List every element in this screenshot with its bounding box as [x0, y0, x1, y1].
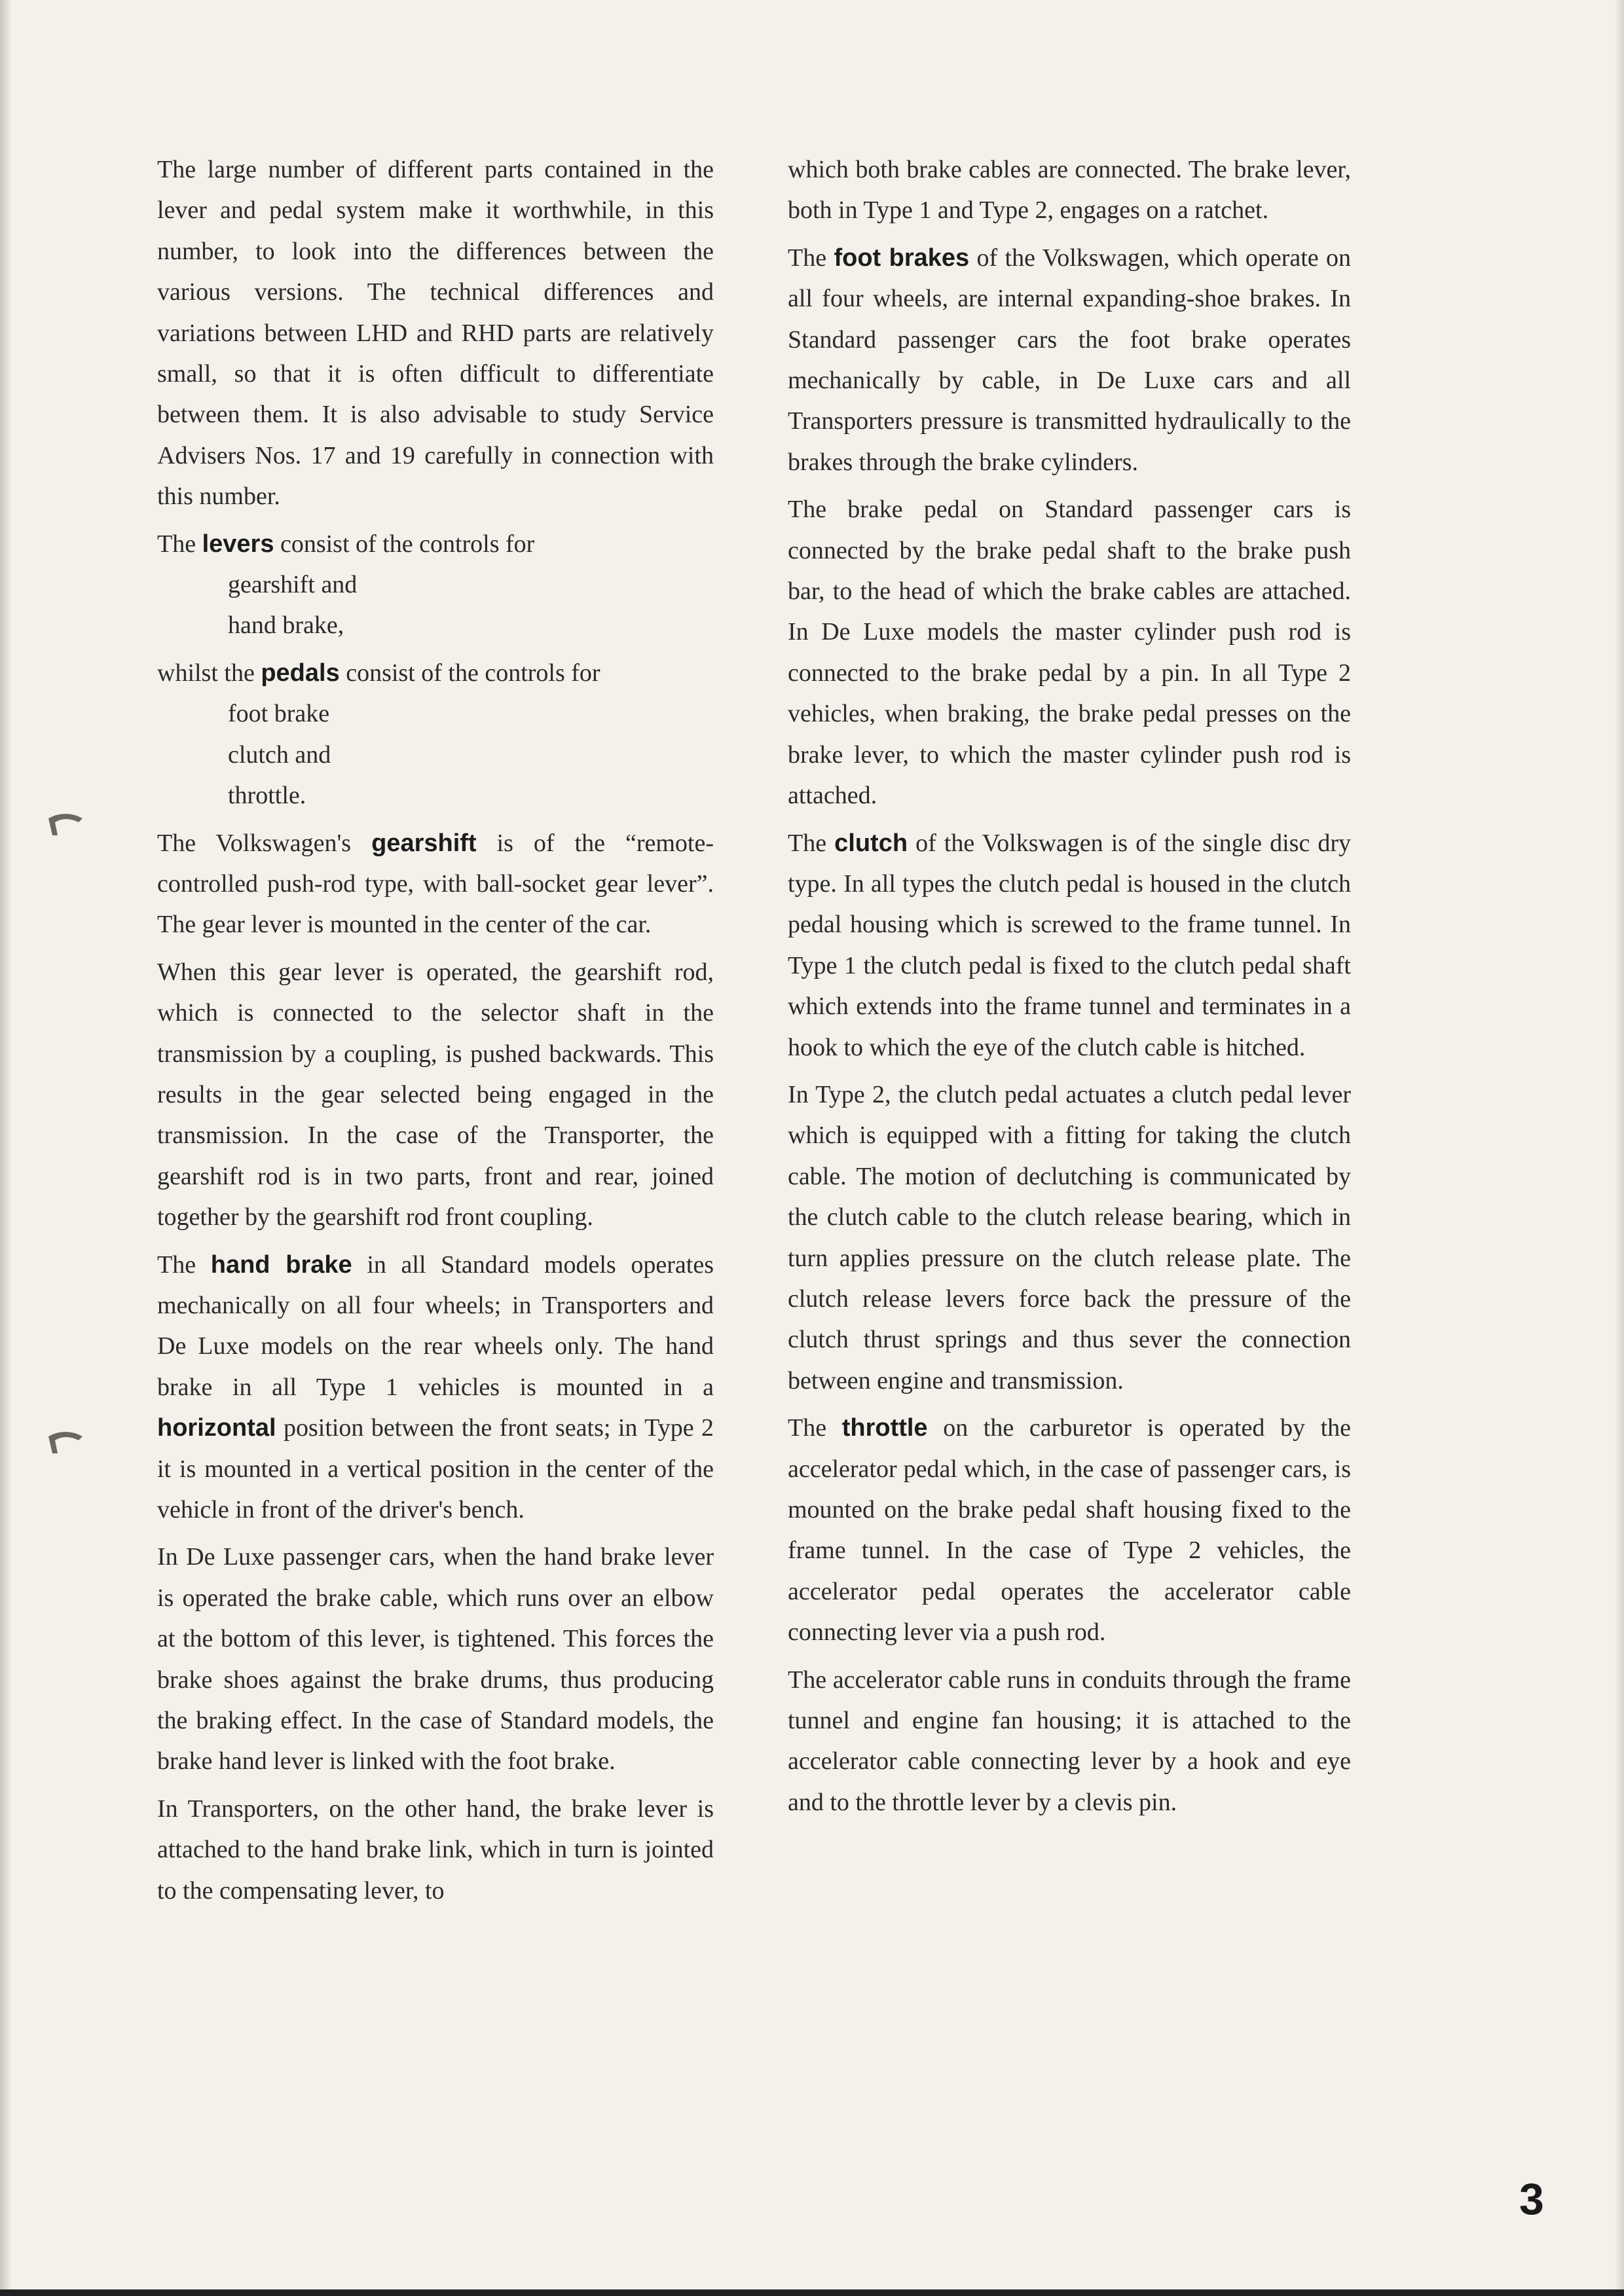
paragraph-foot-brakes — [788, 238, 1351, 483]
levers-list — [157, 564, 714, 646]
paragraph-hand-brake — [157, 1245, 714, 1531]
text: of the Volkswagen, which operate on all four wheels, are internal expanding-shoe brakes. In Standard passenger cars the foot brake operates mechanically by cable, in De Luxe cars and all Transporters pressure is transmitted hydraulically to the brakes through the brake cylinders. — [788, 244, 1352, 476]
term-levers: levers — [202, 530, 274, 558]
text: whilst the — [157, 659, 261, 687]
text: The Volkswagen's — [157, 829, 372, 857]
text: The — [788, 1414, 842, 1442]
text: consist of the controls for — [274, 530, 535, 558]
page-edge-right — [1615, 0, 1624, 2296]
right-text-column — [788, 149, 1351, 1829]
paragraph-transporters-brake: In Transporters, on the other hand, the brake lever is attached to the hand brake link, which in turn is jointed to the compensating lever, to — [157, 1795, 714, 1904]
list-item: foot brake — [228, 700, 330, 728]
paragraph-gear-lever-operation: When this gear lever is operated, the gearshift rod, which is connected to the selector shaft in the transmission by a coupling, is pushed backwards. This results in the gear selected being engaged in the transmission. In the case of the Transporter, the gearshift rod is in two parts, front and rear, joined together by the gearshift rod front coupling. — [157, 958, 714, 1231]
paragraph-clutch — [788, 823, 1351, 1068]
paragraph-de-luxe-hand-brake: In De Luxe passenger cars, when the hand brake lever is operated the brake cable, which runs over an elbow at the bottom of this lever, is tightened. This forces the brake shoes against the brake drums, thus producing the braking effect. In the case of Standard models, the brake hand lever is linked with the foot brake. — [157, 1543, 714, 1776]
text: The — [788, 244, 834, 272]
term-hand-brake: hand brake — [210, 1250, 352, 1279]
term-gearshift: gearshift — [371, 829, 477, 857]
paragraph-brake-cables: which both brake cables are connected. The brake lever, both in Type 1 and Type 2, engages on a ratchet. — [788, 156, 1351, 225]
term-pedals: pedals — [261, 659, 340, 687]
paragraph-throttle — [788, 1408, 1351, 1652]
term-throttle: throttle — [841, 1414, 928, 1442]
text: of the Volkswagen is of the single disc dry type. In all types the clutch pedal is housed in the clutch pedal housing which is screwed to the frame tunnel. In Type 1 the clutch pedal is fixed to the clutch pedal shaft which extends into the frame tunnel and terminates in a hook to which the eye of the clutch cable is hitched. — [788, 829, 1352, 1061]
scan-bottom-edge — [0, 2289, 1624, 2296]
text: consist of the controls for — [339, 659, 600, 687]
paragraph-accelerator-cable: The accelerator cable runs in conduits through the frame tunnel and engine fan housing; it is attached to the accelerator cable connecting lever by a hook and eye and to the throttle lever by a clevis pin. — [788, 1666, 1351, 1816]
paragraph-brake-pedal: The brake pedal on Standard passenger cars is connected by the brake pedal shaft to the brake push bar, to the head of which the brake cables are attached. In De Luxe models the master cylinder push rod is connected to the brake pedal by a pin. In all Type 2 vehicles, when braking, the brake pedal presses on the brake lever, to which the master cylinder push rod is attached. — [788, 496, 1351, 810]
list-item: throttle. — [228, 782, 306, 810]
text: on the carburetor is operated by the accelerator pedal which, in the case of passenger cars, is mounted on the brake pedal shaft housing fixed to the frame tunnel. In the case of Type 2 vehicles, the accelerator pedal operates the accelerator cable connecting lever via a push rod. — [788, 1414, 1352, 1647]
text: The — [157, 1250, 211, 1279]
paragraph-pedals — [157, 653, 714, 693]
paragraph-levers — [157, 524, 714, 564]
page-edge-left — [0, 0, 12, 2296]
list-item: clutch and — [228, 740, 331, 769]
term-clutch: clutch — [834, 829, 908, 857]
page-number: 3 — [1519, 2174, 1544, 2224]
list-item: gearshift and — [228, 571, 358, 599]
text: The — [157, 530, 202, 558]
text: in all Standard models operates mechanically on all four wheels; in Transporters and De Luxe models on the rear wheels only. The hand brake in all Type 1 vehicles is mounted in a — [157, 1250, 714, 1401]
paragraph-intro: The large number of different parts contained in the lever and pedal system make it worthwhile, in this number, to look into the differences between the various versions. The technical differences and variations between LHD and RHD parts are relatively small, so that it is often difficult to differentiate between them. It is also advisable to study Service Advisers Nos. 17 and 19 carefully in connection with this number. — [157, 156, 714, 511]
term-horizontal: horizontal — [157, 1414, 276, 1442]
list-item: hand brake, — [228, 611, 344, 640]
punch-hole-mark-upper — [46, 809, 85, 838]
left-text-column — [157, 149, 714, 1918]
text: position between the front seats; in Type 2 it is mounted in a vertical position in the center of the vehicle in front of the driver's bench. — [157, 1414, 714, 1523]
paragraph-gearshift — [157, 823, 714, 945]
text: The — [788, 829, 835, 857]
pedals-list — [157, 693, 714, 816]
paragraph-type2-clutch: In Type 2, the clutch pedal actuates a clutch pedal lever which is equipped with a fitting for taking the clutch cable. The motion of declutching is communicated by the clutch cable to the clutch release bearing, which in turn applies pressure on the clutch release plate. The clutch release levers force back the pressure of the clutch thrust springs and thus sever the connection between engine and transmission. — [788, 1080, 1351, 1394]
punch-hole-mark-lower — [46, 1427, 85, 1456]
text: is of the “remote-controlled push-rod type, with ball-socket gear lever”. The gear lever is mounted in the center of the car. — [157, 829, 714, 939]
term-foot-brakes: foot brakes — [834, 244, 970, 272]
